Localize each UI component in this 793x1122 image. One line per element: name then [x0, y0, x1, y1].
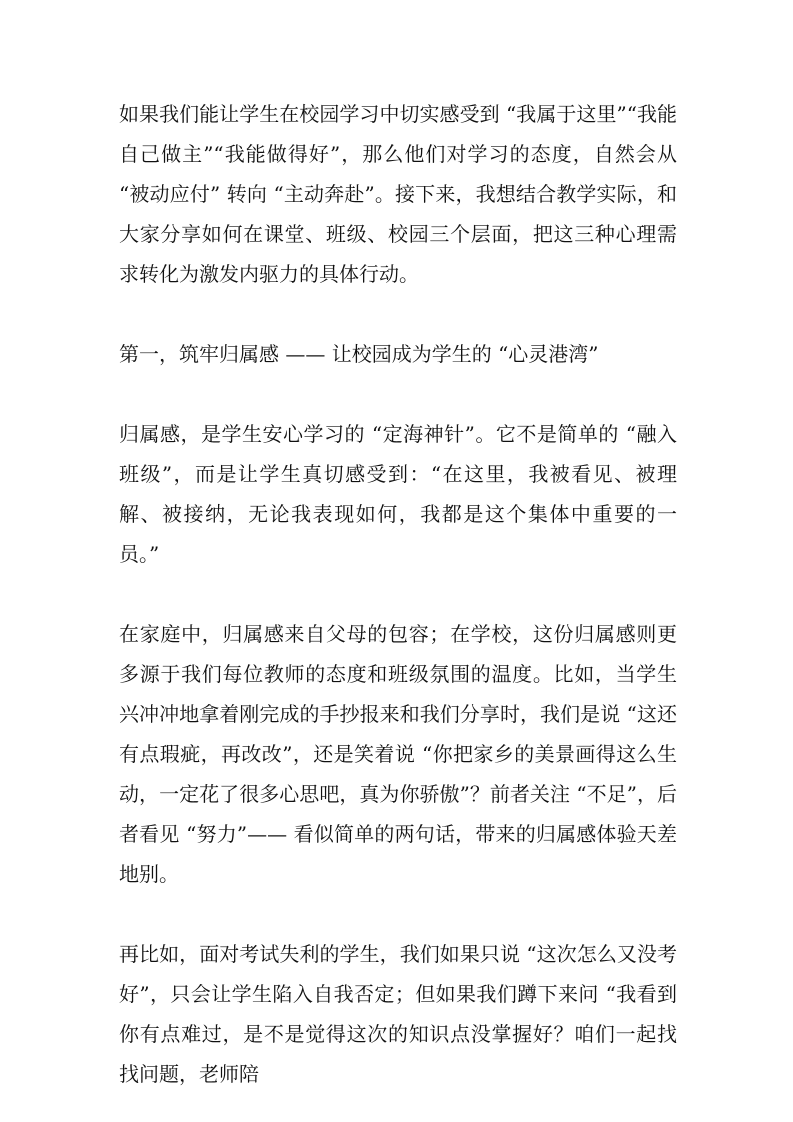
- paragraph-intro: 如果我们能让学生在校园学习中切实感受到 “我属于这里”“我能自己做主”“我能做得好”，那么他们对学习的态度，自然会从 “被动应付” 转向 “主动奔赴”。接下来，我想结合教学实际，和大家分享如何在课堂、班级、校园三个层面，把这三种心理需求转化为激发内驱力的具体行动。: [119, 102, 677, 286]
- document-body: [119, 94, 677, 1094]
- paragraph-exam-example: 再比如，面对考试失利的学生，我们如果只说 “这次怎么又没考好”，只会让学生陷入自我否定；但如果我们蹲下来问 “我看到你有点难过，是不是觉得这次的知识点没掌握好？咱们一起找找问题，老师陪: [119, 942, 677, 1086]
- paragraph-spacer: [119, 294, 677, 334]
- paragraph-spacer: [119, 894, 677, 934]
- section-heading: 第一，筑牢归属感 —— 让校园成为学生的 “心灵港湾”: [119, 342, 599, 366]
- paragraph-spacer: [119, 574, 677, 614]
- paragraph-family-school-example: 在家庭中，归属感来自父母的包容；在学校，这份归属感则更多源于我们每位教师的态度和班级氛围的温度。比如，当学生兴冲冲地拿着刚完成的手抄报来和我们分享时，我们是说 “这还有点瑕疵，再改改”，还是笑着说 “你把家乡的美景画得这么生动，一定花了很多心思吧，真为你骄傲”？前者关注 “不足”，后者看见 “努力”—— 看似简单的两句话，带来的归属感体验天差地别。: [119, 622, 677, 886]
- paragraph-spacer: [119, 374, 677, 414]
- paragraph-belonging-definition: 归属感，是学生安心学习的 “定海神针”。它不是简单的 “融入班级”，而是让学生真切感受到：“在这里，我被看见、被理解、被接纳，无论我表现如何，我都是这个集体中重要的一员。”: [119, 422, 677, 566]
